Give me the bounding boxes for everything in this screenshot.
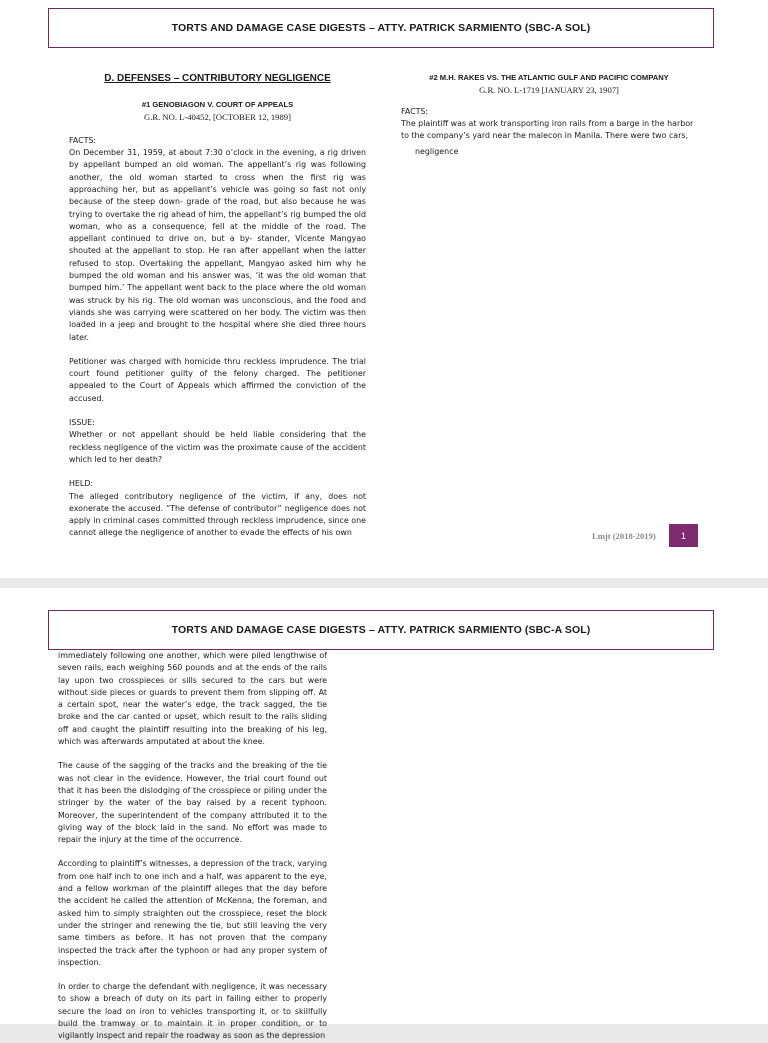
facts-paragraph: The plaintiff was at work transporting iron rails from a barge in the harbor to the company’s yard near the malecon in Manila. There were two cars, — [401, 118, 694, 141]
facts-label: FACTS: — [401, 106, 429, 116]
header-title: TORTS AND DAMAGE CASE DIGESTS – ATTY. PATRICK SARMIENTO (SBC-A SOL) — [171, 624, 591, 636]
issue-label: ISSUE: — [69, 418, 95, 428]
issue-text: Whether or not appellant should be held liable considering that the reckless negligence of the victim was the proximate cause of the accident which led to her death? — [69, 430, 366, 464]
left-column — [69, 73, 366, 540]
body-column — [58, 650, 327, 1043]
body-paragraph: According to plaintiff’s witnesses, a depression of the track, varying from one half inch to one inch and a half, was apparent to the eye, and a fellow workman of the plaintiff alleges that the day before the accident he called the attention of McKenna, the foreman, and asked him to simply straighten out the crosspiece, reset the block under the stringer and renewing the tie, but still leaving the very same timbers as before. It has not proven that the company inspected the track after the typhoon or had any proper system of inspection. — [58, 859, 327, 967]
held-text: The alleged contributory negligence of the victim, if any, does not exonerate the accused. “The defense of contributor” negligence does not apply in criminal cases committed through reckless imprudence, since one cannot allege the negligence of another to evade the effects of his own — [69, 491, 366, 538]
header-title: TORTS AND DAMAGE CASE DIGESTS – ATTY. PATRICK SARMIENTO (SBC-A SOL) — [171, 22, 591, 34]
section-title: D. DEFENSES – CONTRIBUTORY NEGLIGENCE — [104, 73, 331, 84]
page-header — [48, 8, 714, 48]
page-header — [48, 610, 714, 650]
body-paragraph: immediately following one another, which were piled lengthwise of seven rails, each weighing 560 pounds and at the ends of the rails lay upon two crosspieces or sills secured to the cars but were without side pieces or guards to prevent them from slipping off. At a certain spot, near the water’s edge, the track sagged, the tie broke and the car canted or upset, which result to the rails sliding off and caught the plaintiff resulting into the breaking of his leg, which was afterwards amputated at about the knee. — [58, 651, 327, 747]
body-paragraph: In order to charge the defendant with negligence, it was necessary to show a breach of duty on its part in failing either to properly secure the load on iron to vehicles transporting it, or to skillfully build the tramway or to maintain it in proper condition, or to vigilantly inspect and repair the roadway as soon as the depression — [58, 982, 327, 1041]
document-page-2 — [0, 588, 768, 1041]
right-column — [401, 72, 697, 159]
case-title: #2 M.H. RAKES VS. THE ATLANTIC GULF AND PACIFIC COMPANY — [429, 73, 669, 82]
page-number-badge: 1 — [669, 524, 698, 547]
case-number: G.R. NO. L-1719 [JANUARY 23, 1907] — [479, 84, 619, 95]
case-number: G.R. NO. L-40452, [OCTOBER 12, 1989] — [144, 111, 291, 122]
held-label: HELD: — [69, 479, 94, 489]
facts-paragraph: Petitioner was charged with homicide thru reckless imprudence. The trial court found petitioner guilty of the felony charged. The petitioner appealed to the Court of Appeals which affirmed the conviction of the accused. — [69, 356, 366, 403]
stray-word: negligence — [415, 147, 459, 157]
case-title: #1 GENOBIAGON V. COURT OF APPEALS — [141, 100, 294, 110]
facts-label: FACTS: — [69, 135, 97, 145]
body-paragraph: The cause of the sagging of the tracks and the breaking of the tie was not clear in the evidence. However, the trial court found out that it has been the dislodging of the crosspiece or piling under the stringer by the water of the bay raised by a recent typhoon. Moreover, the superintendent of the company attributed it to the giving way of the block laid in the sand. No effort was made to repair the injury at the time of the occurrence. — [58, 761, 327, 845]
footer-author: Lmjt (2018-2019) — [592, 531, 656, 541]
facts-paragraph: On December 31, 1959, at about 7:30 o’clock in the evening, a rig driven by appellant bumped an old woman. The appellant’s rig was following another, the old woman started to cross when the first rig was approaching her, but as appellant’s vehicle was going so fast not only because of the steep down- grade of the road, but also because he was trying to overtake the rig ahead of him, the appellant’s rig bumped the old woman, who as a consequence, fell at the middle of the road. The appellant continued to drive on, but a by- stander, Vicente Mangyao shouted at the appellant to stop. He ran after appellant when the latter refused to stop. Overtaking the appellant, Mangyao asked him why he bumped the old woman and his answer was, ‘it was the old woman that bumped him.’ The appellant went back to the place where the old woman was struck by his rig. The old woman was unconscious, and the food and viands she was carrying were scattered on her body. The victim was then loaded in a jeep and brought to the hospital where she died three hours later. — [69, 148, 366, 342]
